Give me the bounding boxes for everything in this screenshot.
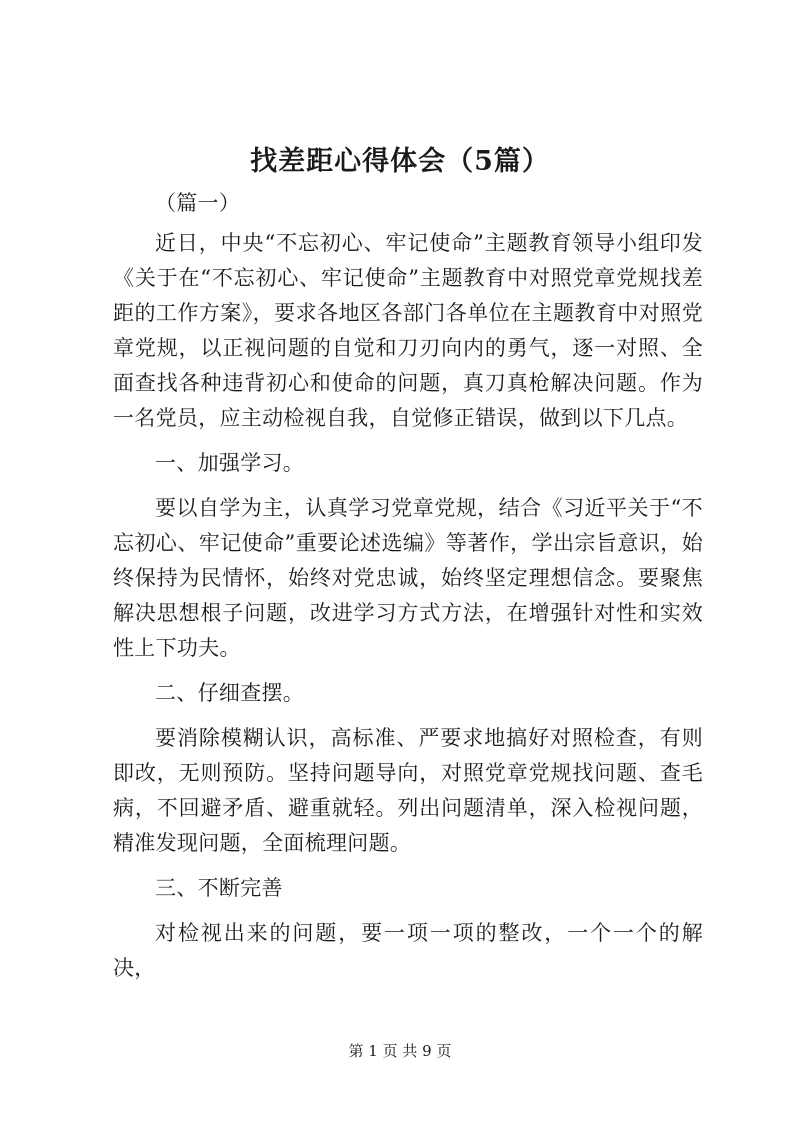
study-paragraph: 要以自学为主，认真学习党章党规，结合《习近平关于“不忘初心、牢记使命”重要论述选编》等著作，学出宗旨意识，始终保持为民情怀，始终对党忠诚，始终坚定理想信念。要聚焦解决思想根子问题，改进学习方式方法，在增强针对性和实效性上下功夫。 xyxy=(113,496,703,660)
intro-paragraph: 近日，中央“不忘初心、牢记使命”主题教育领导小组印发《关于在“不忘初心、牢记使命”主题教育中对照党章党规找差距的工作方案》，要求各地区各部门各单位在主题教育中对照党章党规，以正视问题的自觉和刀刃向内的勇气，逐一对照、全面查找各种违背初心和使命的问题，真刀真枪解决问题。作为一名党员，应主动检视自我，自觉修正错误，做到以下几点。 xyxy=(113,231,703,430)
document-title: 找差距心得体会（5篇） xyxy=(250,146,550,177)
document-body xyxy=(113,186,703,986)
heading-careful-check: 二、仔细查摆。 xyxy=(155,681,305,705)
page-footer: 第 1 页 共 9 页 xyxy=(348,1042,452,1060)
improve-paragraph: 对检视出来的问题，要一项一项的整改，一个一个的解决， xyxy=(113,921,703,980)
check-paragraph: 要消除模糊认识，高标准、严要求地搞好对照检查，有则即改，无则预防。坚持问题导向，对照党章党规找问题、查毛病，不回避矛盾、避重就轻。列出问题清单，深入检视问题，精准发现问题，全面梳理问题。 xyxy=(113,726,703,855)
heading-strengthen-study: 一、加强学习。 xyxy=(155,451,305,475)
section-label-part-one: （篇一） xyxy=(155,191,241,215)
heading-continuous-improve: 三、不断完善 xyxy=(155,876,283,900)
